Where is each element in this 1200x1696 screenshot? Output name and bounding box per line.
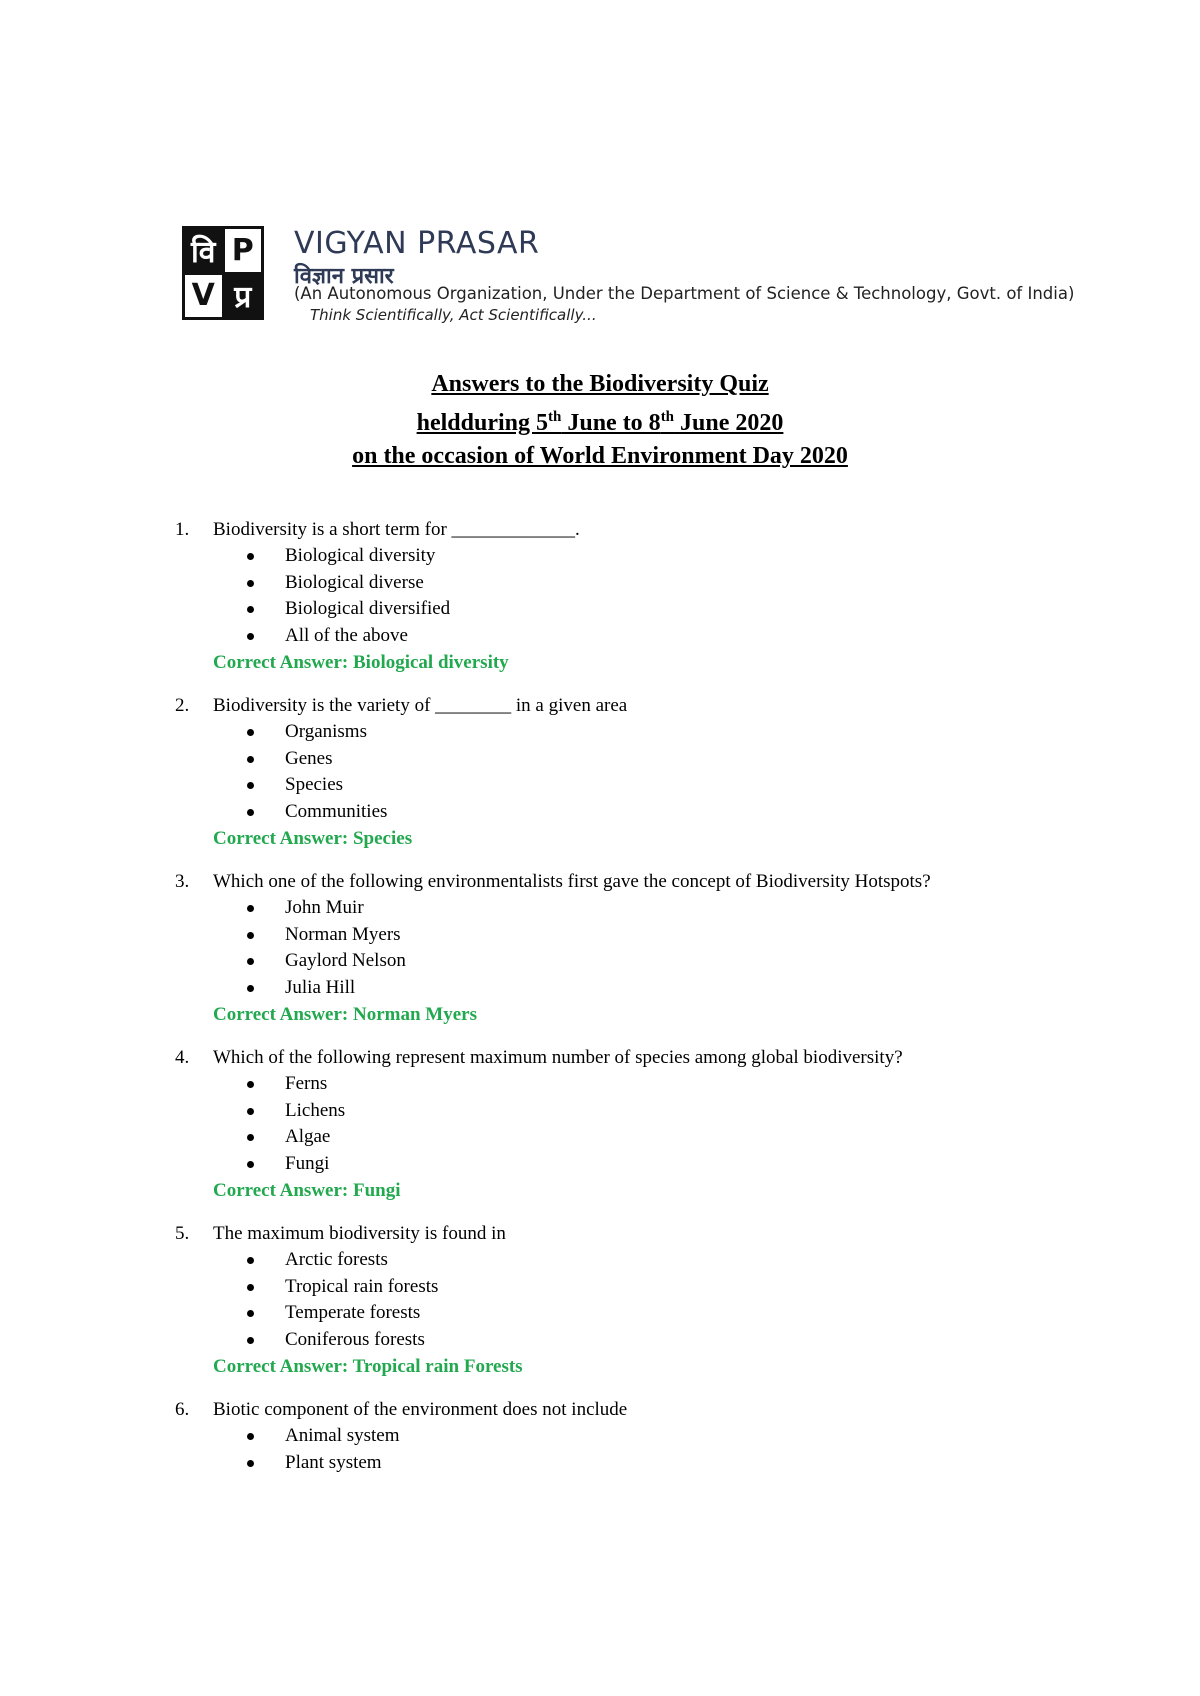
question-list [175,517,1075,1493]
option-item [175,1247,1075,1274]
organization-description: (An Autonomous Organization, Under the Department of Science & Technology, Govt. of India) [294,284,1075,303]
question-item [175,869,1075,1028]
question-item [175,1397,1075,1476]
logo-cell-vi: वि [185,229,222,272]
bullet-icon [247,932,254,939]
logo-cell-p: P [225,229,262,272]
option-label: Genes [285,747,333,769]
option-label: Animal system [285,1425,400,1446]
bullet-icon [247,1257,254,1264]
title-line-1: Answers to the Biodiversity Quiz [431,371,769,397]
bullet-icon [247,905,254,912]
bullet-icon [247,1161,254,1168]
option-item [175,1151,1075,1178]
bullet-icon [247,1460,254,1467]
question-text [175,693,1075,719]
option-label: John Muir [285,897,364,918]
option-item [175,1327,1075,1354]
option-label: Fungi [285,1152,330,1174]
bullet-icon [247,633,254,640]
option-list [175,1423,1075,1476]
question-prompt: The maximum biodiversity is found in [213,1223,506,1244]
logo-cell-pra: प्र [225,275,262,318]
option-label: Biological diversity [285,545,436,566]
title-line-2-part-a: heldduring 5 [416,410,548,436]
title-line-2-part-b: June to 8 [561,410,661,436]
bullet-icon [247,580,254,587]
logo-cell-v: V [185,275,222,318]
question-number: 1. [175,519,190,540]
option-label: Arctic forests [285,1249,388,1270]
option-label: Coniferous forests [285,1328,425,1350]
question-number: 4. [175,1047,190,1068]
bullet-icon [247,729,254,736]
question-number: 6. [175,1399,190,1420]
option-item [175,772,1075,799]
option-item [175,1071,1075,1098]
correct-answer: Correct Answer: Biological diversity [213,652,509,673]
question-text [175,517,1075,543]
question-prompt: Biodiversity is the variety of ________ in a given area [213,695,628,716]
option-item [175,1450,1075,1477]
bullet-icon [247,1284,254,1291]
bullet-icon [247,553,254,560]
question-number: 3. [175,871,190,892]
question-prompt: Which of the following represent maximum number of species among global biodiversity? [213,1047,903,1068]
bullet-icon [247,1433,254,1440]
option-label: Julia Hill [285,976,356,998]
option-item [175,975,1075,1002]
option-item [175,1124,1075,1151]
bullet-icon [247,1108,254,1115]
question-item [175,693,1075,852]
bullet-icon [247,985,254,992]
bullet-icon [247,782,254,789]
option-item [175,1098,1075,1125]
document-title [0,368,1200,473]
option-item [175,1423,1075,1450]
option-item [175,895,1075,922]
question-prompt: Biodiversity is a short term for _____________. [213,519,580,540]
bullet-icon [247,1310,254,1317]
option-label: Algae [285,1126,331,1147]
organization-name-hindi: विज्ञान प्रसार [294,264,394,289]
bullet-icon [247,1081,254,1088]
title-line-2-part-c: June 2020 [674,410,784,436]
title-superscript-2: th [660,409,675,425]
organization-tagline: Think Scientifically, Act Scientifically... [310,306,597,324]
question-text [175,1397,1075,1423]
correct-answer: Correct Answer: Tropical rain Forests [213,1356,523,1377]
question-text [175,869,1075,895]
option-label: Organisms [285,721,367,742]
option-item [175,948,1075,975]
option-label: Plant system [285,1451,382,1473]
option-label: Gaylord Nelson [285,950,406,971]
option-list [175,543,1075,649]
option-label: Communities [285,800,388,822]
option-item [175,543,1075,570]
option-item [175,596,1075,623]
bullet-icon [247,958,254,965]
question-item [175,1221,1075,1380]
question-prompt: Which one of the following environmentalists first gave the concept of Biodiversity Hotspots? [213,871,931,892]
option-item [175,799,1075,826]
option-label: Biological diverse [285,571,424,593]
bullet-icon [247,756,254,763]
option-item [175,746,1075,773]
option-label: Biological diversified [285,598,451,619]
title-line-2 [0,401,1200,440]
option-label: Tropical rain forests [285,1275,439,1297]
option-item [175,1300,1075,1327]
question-number: 5. [175,1223,190,1244]
title-line-3: on the occasion of World Environment Day 2020 [352,443,848,469]
organization-logo [182,226,1082,326]
question-item [175,1045,1075,1204]
correct-answer: Correct Answer: Fungi [213,1180,401,1201]
option-item [175,719,1075,746]
question-prompt: Biotic component of the environment does not include [213,1399,628,1420]
option-list [175,895,1075,1001]
option-list [175,719,1075,825]
question-text [175,1045,1075,1071]
option-list [175,1247,1075,1353]
option-label: Species [285,774,344,795]
question-item [175,517,1075,676]
bullet-icon [247,1134,254,1141]
logo-mark [182,226,264,320]
option-label: Ferns [285,1073,328,1094]
bullet-icon [247,1337,254,1344]
option-label: Temperate forests [285,1302,421,1323]
title-superscript-1: th [548,409,562,425]
option-item [175,623,1075,650]
option-label: Norman Myers [285,923,401,945]
option-item [175,922,1075,949]
option-label: All of the above [285,624,408,646]
option-label: Lichens [285,1099,346,1121]
bullet-icon [247,606,254,613]
question-number: 2. [175,695,190,716]
correct-answer: Correct Answer: Species [213,828,413,849]
question-text [175,1221,1075,1247]
correct-answer: Correct Answer: Norman Myers [213,1004,477,1025]
option-item [175,1274,1075,1301]
option-list [175,1071,1075,1177]
bullet-icon [247,809,254,816]
organization-name: VIGYAN PRASAR [294,226,540,261]
option-item [175,570,1075,597]
